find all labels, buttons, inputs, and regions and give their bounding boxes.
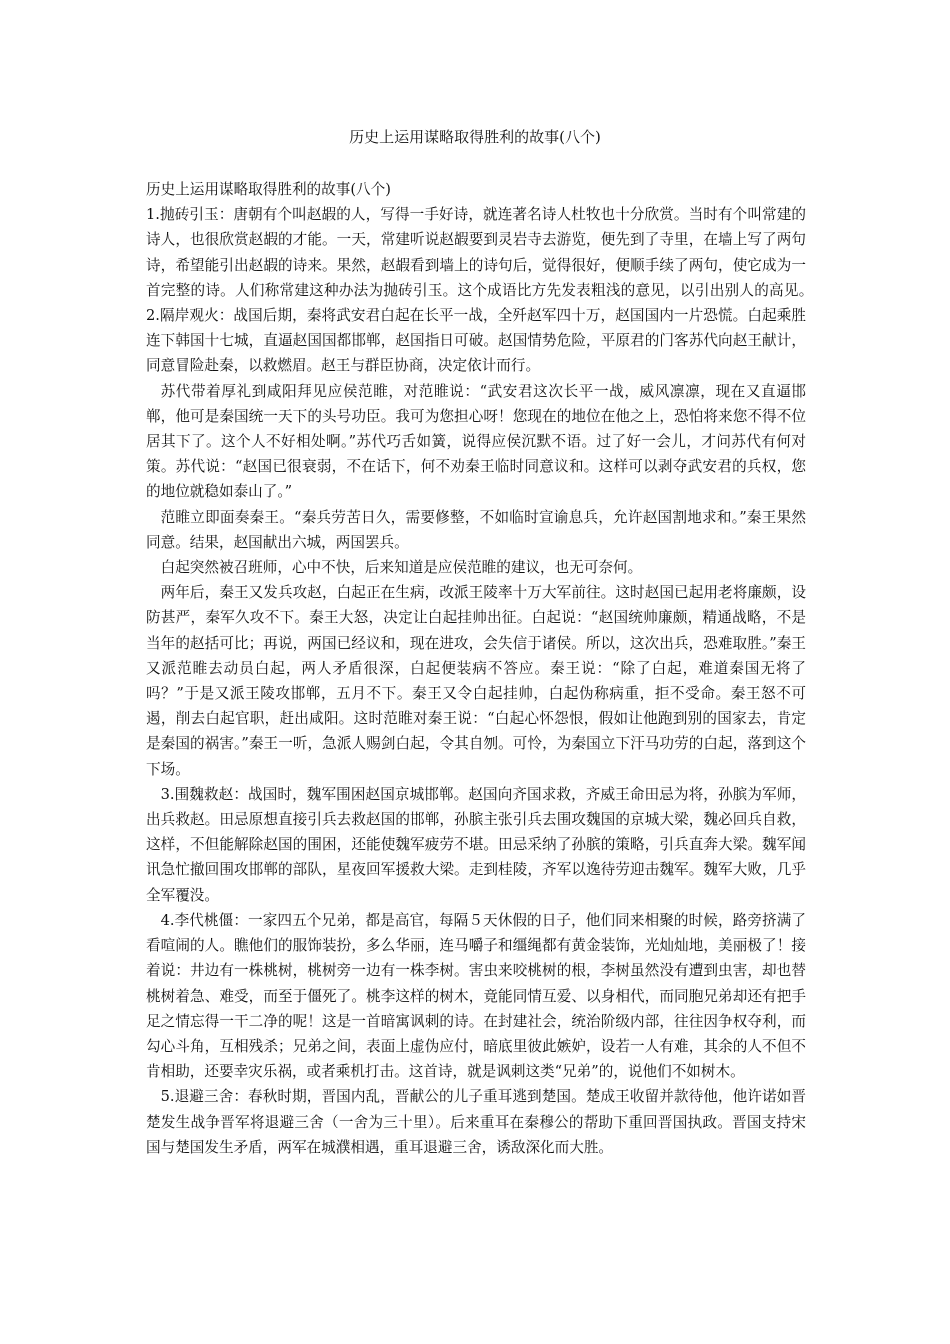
paragraph: 3.围魏救赵：战国时，魏军围困赵国京城邯郸。赵国向齐国求救，齐威王命田忌为将，孙膑为军师，出兵救赵。田忌原想直接引兵去救赵国的邯郸，孙膑主张引兵去围攻魏国的京城大梁，魏必回兵自救，这样，不但能解除赵国的围困，还能使魏军疲劳不堪。田忌采纳了孙膑的策略，引兵直奔大梁。魏军闻讯急忙撤回围攻邯郸的部队，星夜回军援救大梁。走到桂陵，齐军以逸待劳迎击魏军。魏军大败，几乎全军覆没。 <box>146 785 806 904</box>
paragraph: 范睢立即面奏秦王。“秦兵劳苦日久，需要修整，不如临时宣谕息兵，允许赵国割地求和。”秦王果然同意。结果，赵国献出六城，两国罢兵。 <box>146 508 806 551</box>
document-body <box>146 177 836 1160</box>
paragraph: 苏代带着厚礼到咸阳拜见应侯范睢，对范睢说：“武安君这次长平一战，威风凛凛，现在又直逼邯郸，他可是秦国统一天下的头号功臣。我可为您担心呀！您现在的地位在他之上，恐怕将来您不得不位居其下了。这个人不好相处啊。”苏代巧舌如簧，说得应侯沉默不语。过了好一会儿，才问苏代有何对策。苏代说：“赵国已很衰弱，不在话下，何不劝秦王临时同意议和。这样可以剥夺武安君的兵权，您的地位就稳如泰山了。” <box>146 382 806 501</box>
document-subtitle: 历史上运用谋略取得胜利的故事(八个) <box>146 181 391 198</box>
paragraph: 白起突然被召班师，心中不快，后来知道是应侯范睢的建议，也无可奈何。 <box>160 559 643 577</box>
paragraph: 两年后，秦王又发兵攻赵，白起正在生病，改派王陵率十万大军前往。这时赵国已起用老将廉颇，设防甚严，秦军久攻不下。秦王大怒，决定让白起挂帅出征。白起说：“赵国统帅廉颇，精通战略，不是当年的赵括可比；再说，两国已经议和，现在进攻，会失信于诸侯。所以，这次出兵，恐难取胜。”秦王又派范睢去动员白起，两人矛盾很深，白起便装病不答应。秦王说：“除了白起，难道秦国无将了吗？”于是又派王陵攻邯郸，五月不下。秦王又令白起挂帅，白起伪称病重，拒不受命。秦王怒不可遏，削去白起官职，赶出咸阳。这时范睢对秦王说：“白起心怀怨恨，假如让他跑到别的国家去，肯定是秦国的祸害。”秦王一听，急派人赐剑白起，令其自刎。可怜，为秦国立下汗马功劳的白起，落到这个下场。 <box>146 584 806 778</box>
paragraph: 4.李代桃僵：一家四五个兄弟，都是高官，每隔５天休假的日子，他们同来相聚的时候，路旁挤满了看喧闹的人。瞧他们的服饰装扮，多么华丽，连马嚼子和缰绳都有黄金装饰，光灿灿地，美丽极了！接着说：井边有一株桃树，桃树旁一边有一株李树。害虫来咬桃树的根，李树虽然没有遭到虫害，却也替桃树着急、难受，而至于僵死了。桃李这样的树木，竟能同情互爱、以身相代，而同胞兄弟却还有把手足之情忘得一干二净的呢！这是一首暗寓讽刺的诗。在封建社会，统治阶级内部，往往因争权夺利，而勾心斗角，互相残杀；兄弟之间，表面上虚伪应付，暗底里彼此嫉妒，设若一人有难，其余的人不但不肯相助，还要幸灾乐祸，或者乘机打击。这首诗，就是讽刺这类“兄弟”的，说他们不如树木。 <box>146 911 806 1081</box>
paragraph: 1.抛砖引玉：唐朝有个叫赵嘏的人，写得一手好诗，就连著名诗人杜牧也十分欣赏。当时有个叫常建的诗人，也很欣赏赵嘏的才能。一天，常建听说赵嘏要到灵岩寺去游览，便先到了寺里，在墙上写了两句诗，希望能引出赵嘏的诗来。果然，赵嘏看到墙上的诗句后，觉得很好，便顺手续了两句，使它成为一首完整的诗。人们称常建这种办法为抛砖引玉。这个成语比方先发表粗浅的意见，以引出别人的高见。 2.隔岸观火：战国后期，秦将武安君白起在长平一战，全歼赵军四十万，赵国国内一片恐慌。白起乘胜连下韩国十七城，直逼赵国国都邯郸，赵国指日可破。赵国情势危险，平原君的门客苏代向赵王献计，同意冒险赴秦，以救燃眉。赵王与群臣协商，决定依计而行。 <box>146 206 836 375</box>
paragraph: 5.退避三舍：春秋时期，晋国内乱，晋献公的儿子重耳逃到楚国。楚成王收留并款待他，他许诺如晋楚发生战争晋军将退避三舍（一舍为三十里）。后来重耳在秦穆公的帮助下重回晋国执政。晋国支持宋国与楚国发生矛盾，两军在城濮相遇，重耳退避三舍，诱敌深化而大胜。 <box>146 1088 806 1156</box>
page-title: 历史上运用谋略取得胜利的故事(八个) <box>349 128 601 146</box>
